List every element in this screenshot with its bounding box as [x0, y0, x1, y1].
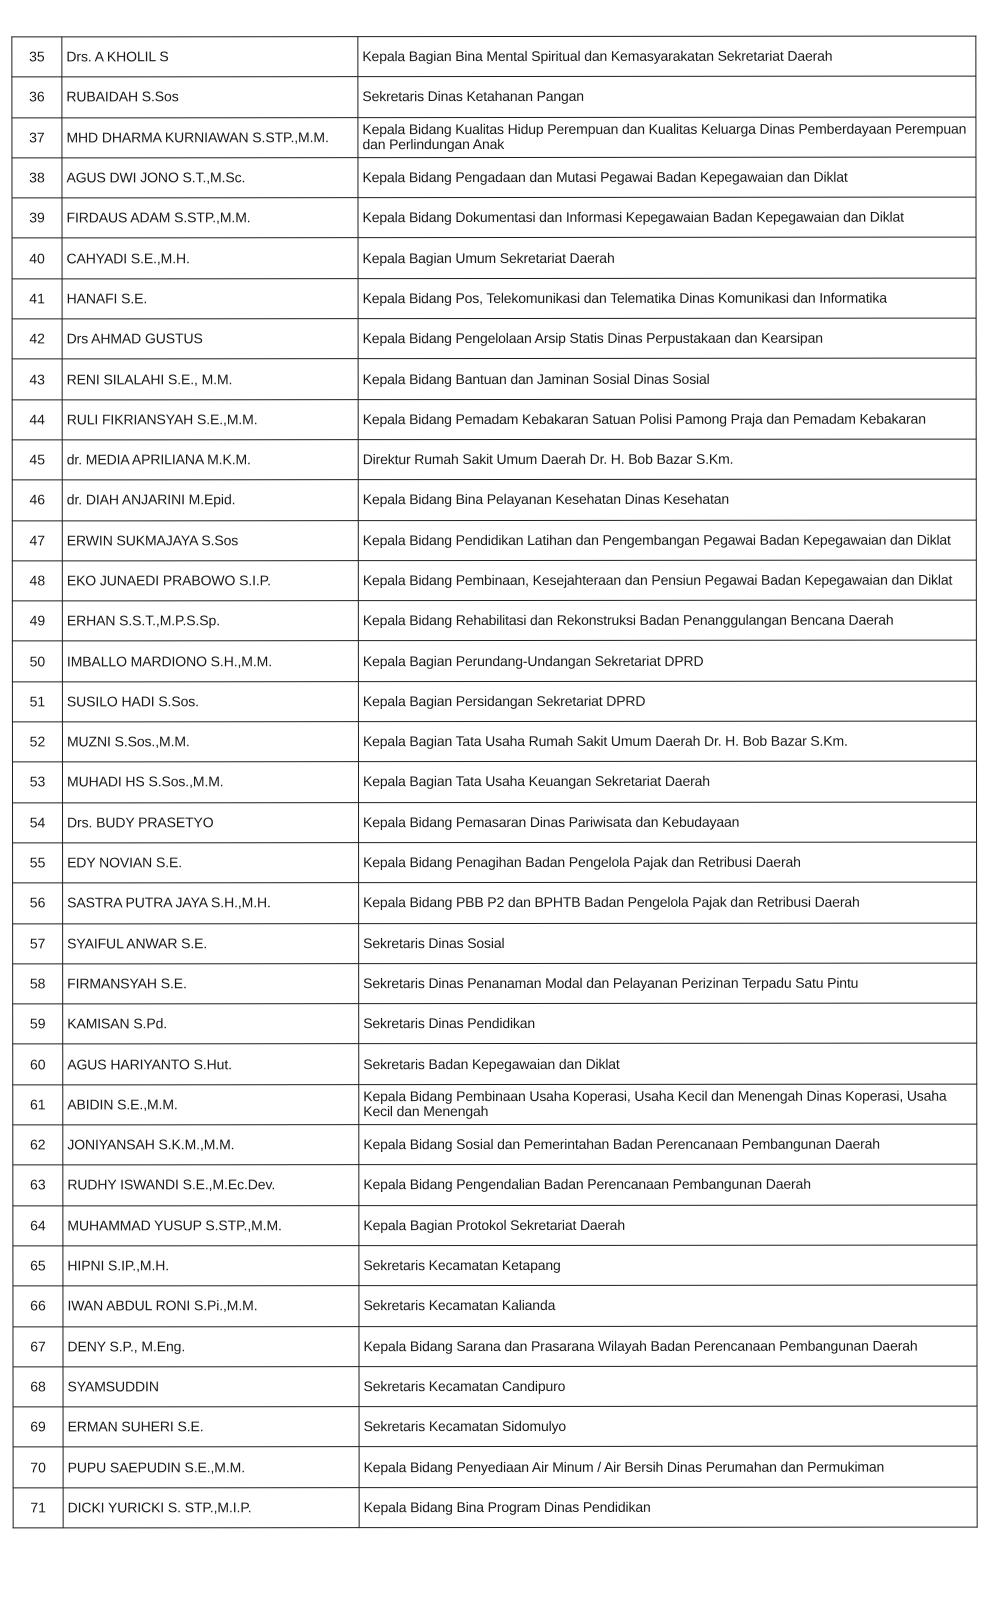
table-row — [12, 76, 976, 117]
official-name: Drs AHMAD GUSTUS — [62, 319, 358, 360]
table-row — [12, 358, 976, 399]
table-row — [13, 1044, 977, 1085]
official-name: RUBAIDAH S.Sos — [62, 77, 358, 118]
official-name: AGUS HARIYANTO S.Hut. — [63, 1044, 359, 1085]
row-number: 52 — [12, 722, 62, 762]
official-name: SYAMSUDDIN — [63, 1366, 359, 1407]
row-number: 54 — [13, 803, 63, 843]
row-number: 69 — [13, 1407, 63, 1447]
table-row — [12, 318, 976, 359]
table-row — [12, 600, 976, 641]
official-position: Sekretaris Dinas Ketahanan Pangan — [358, 76, 976, 117]
official-position: Kepala Bidang Pengendalian Badan Perencanaan Pembangunan Daerah — [359, 1164, 977, 1205]
table-row — [13, 1003, 977, 1044]
official-position: Sekretaris Dinas Pendidikan — [359, 1003, 977, 1044]
table-row — [13, 1205, 977, 1246]
table-row — [12, 560, 976, 601]
row-number: 57 — [13, 923, 63, 963]
official-name: dr. MEDIA APRILIANA M.K.M. — [62, 440, 358, 481]
table-row — [13, 802, 977, 843]
official-name: FIRMANSYAH S.E. — [63, 963, 359, 1004]
official-name: DICKI YURICKI S. STP.,M.I.P. — [63, 1487, 359, 1528]
official-name: CAHYADI S.E.,M.H. — [62, 238, 358, 279]
row-number: 37 — [12, 117, 62, 157]
official-position: Kepala Bagian Persidangan Sekretariat DPRD — [358, 681, 976, 722]
row-number: 43 — [12, 359, 62, 399]
table-row — [12, 761, 976, 802]
official-name: IWAN ABDUL RONI S.Pi.,M.M. — [63, 1286, 359, 1327]
row-number: 65 — [13, 1246, 63, 1286]
official-name: MUHADI HS S.Sos.,M.M. — [62, 762, 358, 803]
official-name: HANAFI S.E. — [62, 278, 358, 319]
official-position: Kepala Bidang Pembinaan, Kesejahteraan dan Pensiun Pegawai Badan Kepegawaian dan Diklat — [358, 560, 976, 601]
official-position: Kepala Bidang Pemasaran Dinas Pariwisata dan Kebudayaan — [359, 802, 977, 843]
official-name: KAMISAN S.Pd. — [63, 1004, 359, 1045]
table-row — [13, 1487, 977, 1528]
row-number: 53 — [12, 762, 62, 802]
row-number: 47 — [12, 520, 62, 560]
official-name: JONIYANSAH S.K.M.,M.M. — [63, 1125, 359, 1166]
official-name: ABIDIN S.E.,M.M. — [63, 1084, 359, 1125]
table-row — [12, 117, 976, 158]
official-name: HIPNI S.IP.,M.H. — [63, 1246, 359, 1287]
roster-body — [12, 36, 977, 1528]
table-row — [12, 278, 976, 319]
row-number: 64 — [13, 1205, 63, 1245]
official-name: MUZNI S.Sos.,M.M. — [62, 722, 358, 763]
official-position: Direktur Rumah Sakit Umum Daerah Dr. H. Bob Bazar S.Km. — [358, 439, 976, 480]
official-name: SYAIFUL ANWAR S.E. — [63, 923, 359, 964]
row-number: 49 — [12, 601, 62, 641]
official-name: ERHAN S.S.T.,M.P.S.Sp. — [62, 601, 358, 642]
table-row — [13, 1326, 977, 1367]
official-name: SASTRA PUTRA JAYA S.H.,M.H. — [63, 883, 359, 924]
official-name: RUDHY ISWANDI S.E.,M.Ec.Dev. — [63, 1165, 359, 1206]
table-row — [12, 681, 976, 722]
table-row — [13, 1366, 977, 1407]
table-row — [12, 399, 976, 440]
table-row — [13, 882, 977, 923]
official-roster-table — [11, 36, 977, 1529]
official-name: AGUS DWI JONO S.T.,M.Sc. — [62, 158, 358, 199]
row-number: 39 — [12, 198, 62, 238]
official-position: Sekretaris Kecamatan Ketapang — [359, 1245, 977, 1286]
official-position: Kepala Bidang Penagihan Badan Pengelola Pajak dan Retribusi Daerah — [359, 842, 977, 883]
official-position: Kepala Bagian Protokol Sekretariat Daerah — [359, 1205, 977, 1246]
row-number: 40 — [12, 238, 62, 278]
official-position: Kepala Bidang Pembinaan Usaha Koperasi, Usaha Kecil dan Menengah Dinas Koperasi, Usaha Kecil dan Menengah — [359, 1084, 977, 1125]
row-number: 45 — [12, 440, 62, 480]
table-row — [12, 520, 976, 561]
row-number: 60 — [13, 1044, 63, 1084]
official-position: Kepala Bagian Bina Mental Spiritual dan Kemasyarakatan Sekretariat Daerah — [358, 36, 976, 77]
official-name: MUHAMMAD YUSUP S.STP.,M.M. — [63, 1205, 359, 1246]
row-number: 62 — [13, 1125, 63, 1165]
official-position: Sekretaris Kecamatan Candipuro — [359, 1366, 977, 1407]
row-number: 56 — [13, 883, 63, 923]
official-name: IMBALLO MARDIONO S.H.,M.M. — [62, 641, 358, 682]
official-position: Kepala Bidang Bina Program Dinas Pendidikan — [359, 1487, 977, 1528]
table-row — [13, 1285, 977, 1326]
table-row — [12, 197, 976, 238]
official-position: Kepala Bidang Pendidikan Latihan dan Pengembangan Pegawai Badan Kepegawaian dan Diklat — [358, 520, 976, 561]
official-position: Kepala Bidang Penyediaan Air Minum / Air Bersih Dinas Perumahan dan Permukiman — [359, 1446, 977, 1487]
row-number: 51 — [12, 682, 62, 722]
row-number: 59 — [13, 1004, 63, 1044]
row-number: 66 — [13, 1286, 63, 1326]
table-row — [13, 1245, 977, 1286]
table-row — [13, 1164, 977, 1205]
row-number: 63 — [13, 1165, 63, 1205]
official-position: Sekretaris Dinas Penanaman Modal dan Pelayanan Perizinan Terpadu Satu Pintu — [359, 963, 977, 1004]
table-row — [12, 238, 976, 279]
table-row — [12, 641, 976, 682]
official-position: Kepala Bidang Sarana dan Prasarana Wilayah Badan Perencanaan Pembangunan Daerah — [359, 1326, 977, 1367]
row-number: 44 — [12, 400, 62, 440]
official-name: RULI FIKRIANSYAH S.E.,M.M. — [62, 399, 358, 440]
row-number: 35 — [12, 37, 62, 77]
official-position: Kepala Bidang Pengadaan dan Mutasi Pegawai Badan Kepegawaian dan Diklat — [358, 157, 976, 198]
table-row — [13, 923, 977, 964]
official-position: Kepala Bidang PBB P2 dan BPHTB Badan Pengelola Pajak dan Retribusi Daerah — [359, 882, 977, 923]
row-number: 70 — [13, 1447, 63, 1487]
official-position: Sekretaris Kecamatan Kalianda — [359, 1285, 977, 1326]
row-number: 67 — [13, 1326, 63, 1366]
official-position: Kepala Bagian Perundang-Undangan Sekretariat DPRD — [358, 641, 976, 682]
official-name: ERWIN SUKMAJAYA S.Sos — [62, 520, 358, 561]
table-row — [13, 842, 977, 883]
official-name: PUPU SAEPUDIN S.E.,M.M. — [63, 1447, 359, 1488]
official-position: Kepala Bidang Sosial dan Pemerintahan Badan Perencanaan Pembangunan Daerah — [359, 1124, 977, 1165]
official-position: Kepala Bagian Umum Sekretariat Daerah — [358, 238, 976, 279]
row-number: 55 — [13, 843, 63, 883]
official-name: RENI SILALAHI S.E., M.M. — [62, 359, 358, 400]
row-number: 58 — [13, 964, 63, 1004]
official-position: Kepala Bidang Dokumentasi dan Informasi Kepegawaian Badan Kepegawaian dan Diklat — [358, 197, 976, 238]
official-position: Sekretaris Dinas Sosial — [359, 923, 977, 964]
official-name: MHD DHARMA KURNIAWAN S.STP.,M.M. — [62, 117, 358, 158]
official-position: Kepala Bidang Pengelolaan Arsip Statis Dinas Perpustakaan dan Kearsipan — [358, 318, 976, 359]
official-name: EDY NOVIAN S.E. — [63, 843, 359, 884]
official-name: Drs. BUDY PRASETYO — [63, 802, 359, 843]
table-row — [13, 1446, 977, 1487]
official-position: Kepala Bagian Tata Usaha Rumah Sakit Umum Daerah Dr. H. Bob Bazar S.Km. — [358, 721, 976, 762]
official-name: Drs. A KHOLIL S — [62, 37, 358, 78]
official-position: Kepala Bidang Pemadam Kebakaran Satuan Polisi Pamong Praja dan Pemadam Kebakaran — [358, 399, 976, 440]
official-name: EKO JUNAEDI PRABOWO S.I.P. — [62, 560, 358, 601]
official-position: Kepala Bidang Kualitas Hidup Perempuan dan Kualitas Keluarga Dinas Pemberdayaan Perempuan dan Perlindungan Anak — [358, 117, 976, 158]
table-row — [13, 1084, 977, 1125]
table-row — [12, 439, 976, 480]
official-position: Sekretaris Kecamatan Sidomulyo — [359, 1406, 977, 1447]
official-position: Kepala Bidang Pos, Telekomunikasi dan Telematika Dinas Komunikasi dan Informatika — [358, 278, 976, 319]
table-row — [12, 36, 976, 77]
row-number: 71 — [13, 1488, 63, 1528]
row-number: 36 — [12, 77, 62, 117]
row-number: 50 — [12, 641, 62, 681]
official-name: DENY S.P., M.Eng. — [63, 1326, 359, 1367]
official-name: ERMAN SUHERI S.E. — [63, 1407, 359, 1448]
table-row — [12, 721, 976, 762]
official-position: Kepala Bidang Rehabilitasi dan Rekonstruksi Badan Penanggulangan Bencana Daerah — [358, 600, 976, 641]
table-row — [12, 157, 976, 198]
table-row — [12, 479, 976, 520]
official-position: Kepala Bidang Bantuan dan Jaminan Sosial Dinas Sosial — [358, 358, 976, 399]
official-name: FIRDAUS ADAM S.STP.,M.M. — [62, 198, 358, 239]
row-number: 42 — [12, 319, 62, 359]
official-name: SUSILO HADI S.Sos. — [62, 681, 358, 722]
row-number: 38 — [12, 158, 62, 198]
official-name: dr. DIAH ANJARINI M.Epid. — [62, 480, 358, 521]
row-number: 41 — [12, 279, 62, 319]
official-position: Kepala Bagian Tata Usaha Keuangan Sekretariat Daerah — [358, 761, 976, 802]
table-row — [13, 1406, 977, 1447]
official-position: Sekretaris Badan Kepegawaian dan Diklat — [359, 1044, 977, 1085]
table-row — [13, 963, 977, 1004]
row-number: 61 — [13, 1085, 63, 1125]
row-number: 48 — [12, 561, 62, 601]
table-row — [13, 1124, 977, 1165]
row-number: 68 — [13, 1367, 63, 1407]
row-number: 46 — [12, 480, 62, 520]
official-position: Kepala Bidang Bina Pelayanan Kesehatan Dinas Kesehatan — [358, 479, 976, 520]
